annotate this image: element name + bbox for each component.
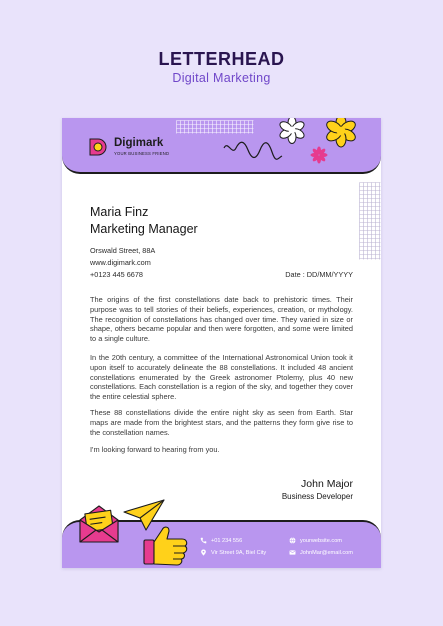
footer-website[interactable] <box>289 537 342 544</box>
sender-role: Marketing Manager <box>90 222 198 236</box>
footer-phone-text: +01 234 556 <box>211 537 243 544</box>
footer-address <box>200 549 266 556</box>
sender-address: Orswald Street, 88A <box>90 246 156 255</box>
letter-sheet <box>62 118 381 568</box>
footer-email[interactable] <box>289 549 353 556</box>
flower-yellow-icon <box>320 118 362 148</box>
flower-pink-icon <box>310 146 328 164</box>
sender-name: Maria Finz <box>90 205 149 219</box>
logo-icon <box>88 137 108 157</box>
sender-website[interactable]: www.digimark.com <box>90 258 151 267</box>
footer-website-text: yourwebsite.com <box>300 537 342 544</box>
footer-email-text: JohnMar@email.com <box>300 549 353 556</box>
body-paragraph-1: The origins of the first constellations date back to prehistoric times. Their purpose was to tell stories of their beliefs, experiences, creation, or mythology. The recognition of constellations has changed over time. They varied in size or shape, others became popular and then were forgotten, and some were limited to a single culture. <box>90 295 353 344</box>
page-title: LETTERHEAD <box>158 49 285 69</box>
envelope-icon <box>76 502 122 546</box>
footer-phone[interactable] <box>200 537 242 544</box>
mail-icon <box>289 549 296 556</box>
signature-name: John Major <box>301 478 353 490</box>
body-paragraph-3: These 88 constellations divide the entire night sky as seen from Earth. Star maps are made from the brightest stars, and the patterns they form give rise to the constellation names. <box>90 408 353 437</box>
phone-icon <box>200 537 207 544</box>
brand-name: Digimark <box>114 137 164 149</box>
page-subtitle: Digital Marketing <box>172 71 271 85</box>
location-icon <box>200 549 207 556</box>
globe-icon <box>289 537 296 544</box>
thumbs-up-icon <box>142 522 194 568</box>
body-paragraph-2: In the 20th century, a committee of the International Astronomical Union took it upon itself to accurately delineate the 88 constellations. It included 48 ancient constellations enumerated by the Greek astronomer Ptolemy, plus 40 new constellations. Each constellation is a region of the sky, and together they cover the entire celestial sphere. <box>90 353 353 402</box>
signature-role: Business Developer <box>281 492 353 501</box>
date-label: Date : DD/MM/YYYY <box>285 270 353 279</box>
footer-address-text: Vir Street 9A, Biel City <box>211 549 267 556</box>
grid-top-icon <box>176 120 254 134</box>
sender-phone: +0123 445 6678 <box>90 270 143 279</box>
squiggle-icon <box>222 138 284 164</box>
grid-right-icon <box>359 182 381 260</box>
closing-line: I'm looking forward to hearing from you. <box>90 445 220 454</box>
flower-white-icon <box>276 118 308 144</box>
brand-tagline: YOUR BUSINESS FRIEND <box>114 151 170 156</box>
